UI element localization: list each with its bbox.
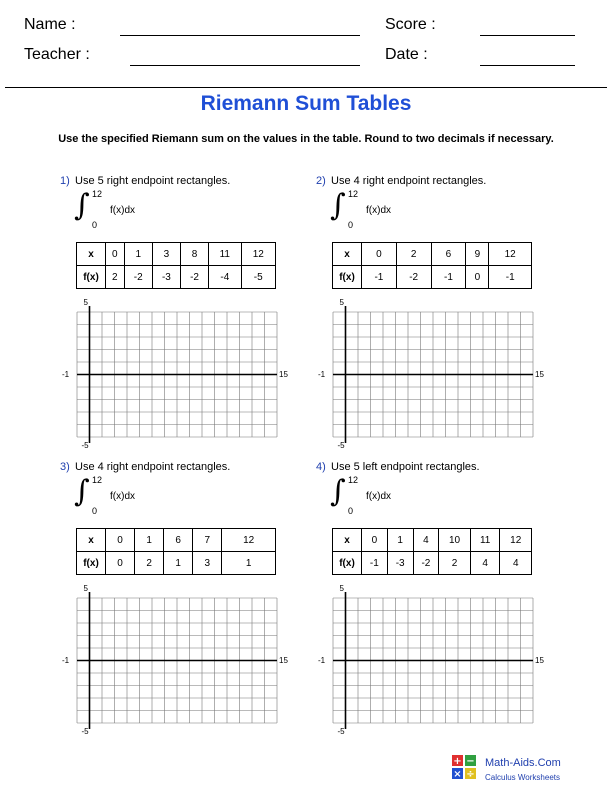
x-value-cell: 4: [413, 529, 439, 552]
fx-value-cell: -5: [241, 266, 276, 289]
fx-row: [77, 266, 276, 289]
x-header: x: [77, 243, 106, 266]
x-value-cell: 12: [489, 243, 532, 266]
integral-lower-bound: 0: [92, 506, 98, 516]
integral-lower-bound: 0: [348, 220, 354, 230]
y-max-label: 5: [83, 298, 88, 307]
fx-value-cell: 4: [470, 552, 500, 575]
teacher-label: Teacher :: [24, 46, 90, 63]
x-value-cell: 1: [135, 529, 164, 552]
fx-value-cell: -2: [396, 266, 431, 289]
y-max-label: 5: [83, 584, 88, 593]
fx-header: f(x): [77, 266, 106, 289]
integrand: f(x)dx: [366, 205, 391, 216]
x-value-cell: 11: [470, 529, 500, 552]
integral-lower-bound: 0: [92, 220, 98, 230]
x-min-label: -1: [318, 369, 326, 379]
fx-value-cell: 0: [466, 266, 489, 289]
fx-header: f(x): [333, 266, 362, 289]
fx-value-cell: -1: [362, 552, 388, 575]
problem-number: 1): [60, 175, 70, 187]
integral-upper-bound: 12: [348, 189, 359, 199]
fx-value-cell: 2: [106, 266, 125, 289]
integral-sign: ∫: [74, 474, 90, 509]
fx-value-cell: 2: [439, 552, 471, 575]
x-min-label: -1: [318, 655, 326, 665]
values-table: [332, 528, 532, 575]
x-row: [333, 529, 532, 552]
integral-expression: [330, 475, 450, 515]
instructions: Use the specified Riemann sum on the values in the table. Round to two decimals if necessary.: [58, 133, 554, 145]
fx-row: [333, 266, 532, 289]
problem-number: 4): [316, 461, 326, 473]
logo-symbol: +: [453, 756, 462, 767]
logo-symbol: −: [466, 756, 475, 767]
y-min-label: -5: [337, 727, 345, 736]
fx-value-cell: -2: [180, 266, 208, 289]
integral-sign: ∫: [330, 474, 346, 509]
problem-number: 2): [316, 175, 326, 187]
values-table: [76, 242, 276, 289]
name-label: Name :: [24, 16, 76, 33]
x-header: x: [333, 243, 362, 266]
integral-upper-bound: 12: [92, 189, 103, 199]
x-header: x: [333, 529, 362, 552]
header-divider: [5, 87, 607, 88]
integrand: f(x)dx: [366, 491, 391, 502]
score-label: Score :: [385, 16, 436, 33]
graph-grid[interactable]: [77, 598, 277, 723]
footer-subtitle: Calculus Worksheets: [485, 773, 560, 782]
x-row: [77, 529, 276, 552]
graph-grid[interactable]: [333, 598, 533, 723]
fx-value-cell: 1: [164, 552, 193, 575]
x-value-cell: 1: [387, 529, 413, 552]
graph-grid[interactable]: [333, 312, 533, 437]
fx-value-cell: -3: [387, 552, 413, 575]
fx-value-cell: -1: [362, 266, 397, 289]
problem-instruction: Use 5 left endpoint rectangles.: [331, 461, 480, 473]
logo-icon: [452, 755, 476, 779]
integral-lower-bound: 0: [348, 506, 354, 516]
fx-value-cell: 2: [135, 552, 164, 575]
x-value-cell: 0: [106, 529, 135, 552]
x-value-cell: 6: [431, 243, 466, 266]
fx-value-cell: -1: [489, 266, 532, 289]
page-title: Riemann Sum Tables: [200, 92, 412, 115]
fx-value-cell: -4: [209, 266, 241, 289]
fx-header: f(x): [333, 552, 362, 575]
fx-value-cell: -2: [124, 266, 152, 289]
score-line[interactable]: [480, 35, 575, 36]
name-line[interactable]: [120, 35, 360, 36]
integral-expression: [74, 475, 194, 515]
x-row: [333, 243, 532, 266]
math-aids-logo: [452, 755, 476, 779]
x-value-cell: 1: [124, 243, 152, 266]
date-label: Date :: [385, 46, 428, 63]
x-value-cell: 2: [396, 243, 431, 266]
y-max-label: 5: [339, 298, 344, 307]
integrand: f(x)dx: [110, 205, 135, 216]
fx-value-cell: -3: [152, 266, 180, 289]
fx-value-cell: 0: [106, 552, 135, 575]
footer-brand[interactable]: Math-Aids.Com: [485, 757, 561, 769]
x-value-cell: 0: [106, 243, 125, 266]
fx-value-cell: 3: [193, 552, 222, 575]
integral-sign: ∫: [74, 188, 90, 223]
x-header: x: [77, 529, 106, 552]
x-value-cell: 0: [362, 529, 388, 552]
fx-row: [77, 552, 276, 575]
x-value-cell: 12: [222, 529, 276, 552]
date-line[interactable]: [480, 65, 575, 66]
fx-value-cell: 4: [500, 552, 532, 575]
x-value-cell: 7: [193, 529, 222, 552]
fx-row: [333, 552, 532, 575]
x-min-label: -1: [62, 655, 70, 665]
problem-instruction: Use 4 right endpoint rectangles.: [331, 175, 487, 187]
fx-value-cell: -2: [413, 552, 439, 575]
x-max-label: 15: [279, 369, 288, 379]
problem-number: 3): [60, 461, 70, 473]
fx-value-cell: 1: [222, 552, 276, 575]
y-max-label: 5: [339, 584, 344, 593]
x-value-cell: 10: [439, 529, 471, 552]
problem-instruction: Use 4 right endpoint rectangles.: [75, 461, 231, 473]
integrand: f(x)dx: [110, 491, 135, 502]
x-value-cell: 8: [180, 243, 208, 266]
x-value-cell: 12: [500, 529, 532, 552]
values-table: [76, 528, 276, 575]
x-min-label: -1: [62, 369, 70, 379]
integral-upper-bound: 12: [348, 475, 359, 485]
x-value-cell: 9: [466, 243, 489, 266]
integral-expression: [330, 189, 450, 229]
x-max-label: 15: [535, 369, 544, 379]
x-value-cell: 12: [241, 243, 276, 266]
y-min-label: -5: [81, 441, 89, 450]
graph-grid[interactable]: [77, 312, 277, 437]
teacher-line[interactable]: [130, 65, 360, 66]
logo-symbol: ÷: [466, 769, 475, 779]
y-min-label: -5: [337, 441, 345, 450]
integral-sign: ∫: [330, 188, 346, 223]
logo-symbol: ×: [453, 769, 462, 779]
x-max-label: 15: [535, 655, 544, 665]
x-value-cell: 3: [152, 243, 180, 266]
x-max-label: 15: [279, 655, 288, 665]
problem-instruction: Use 5 right endpoint rectangles.: [75, 175, 231, 187]
y-min-label: -5: [81, 727, 89, 736]
integral-upper-bound: 12: [92, 475, 103, 485]
fx-header: f(x): [77, 552, 106, 575]
x-value-cell: 11: [209, 243, 241, 266]
x-value-cell: 6: [164, 529, 193, 552]
x-value-cell: 0: [362, 243, 397, 266]
integral-expression: [74, 189, 194, 229]
values-table: [332, 242, 532, 289]
x-row: [77, 243, 276, 266]
fx-value-cell: -1: [431, 266, 466, 289]
